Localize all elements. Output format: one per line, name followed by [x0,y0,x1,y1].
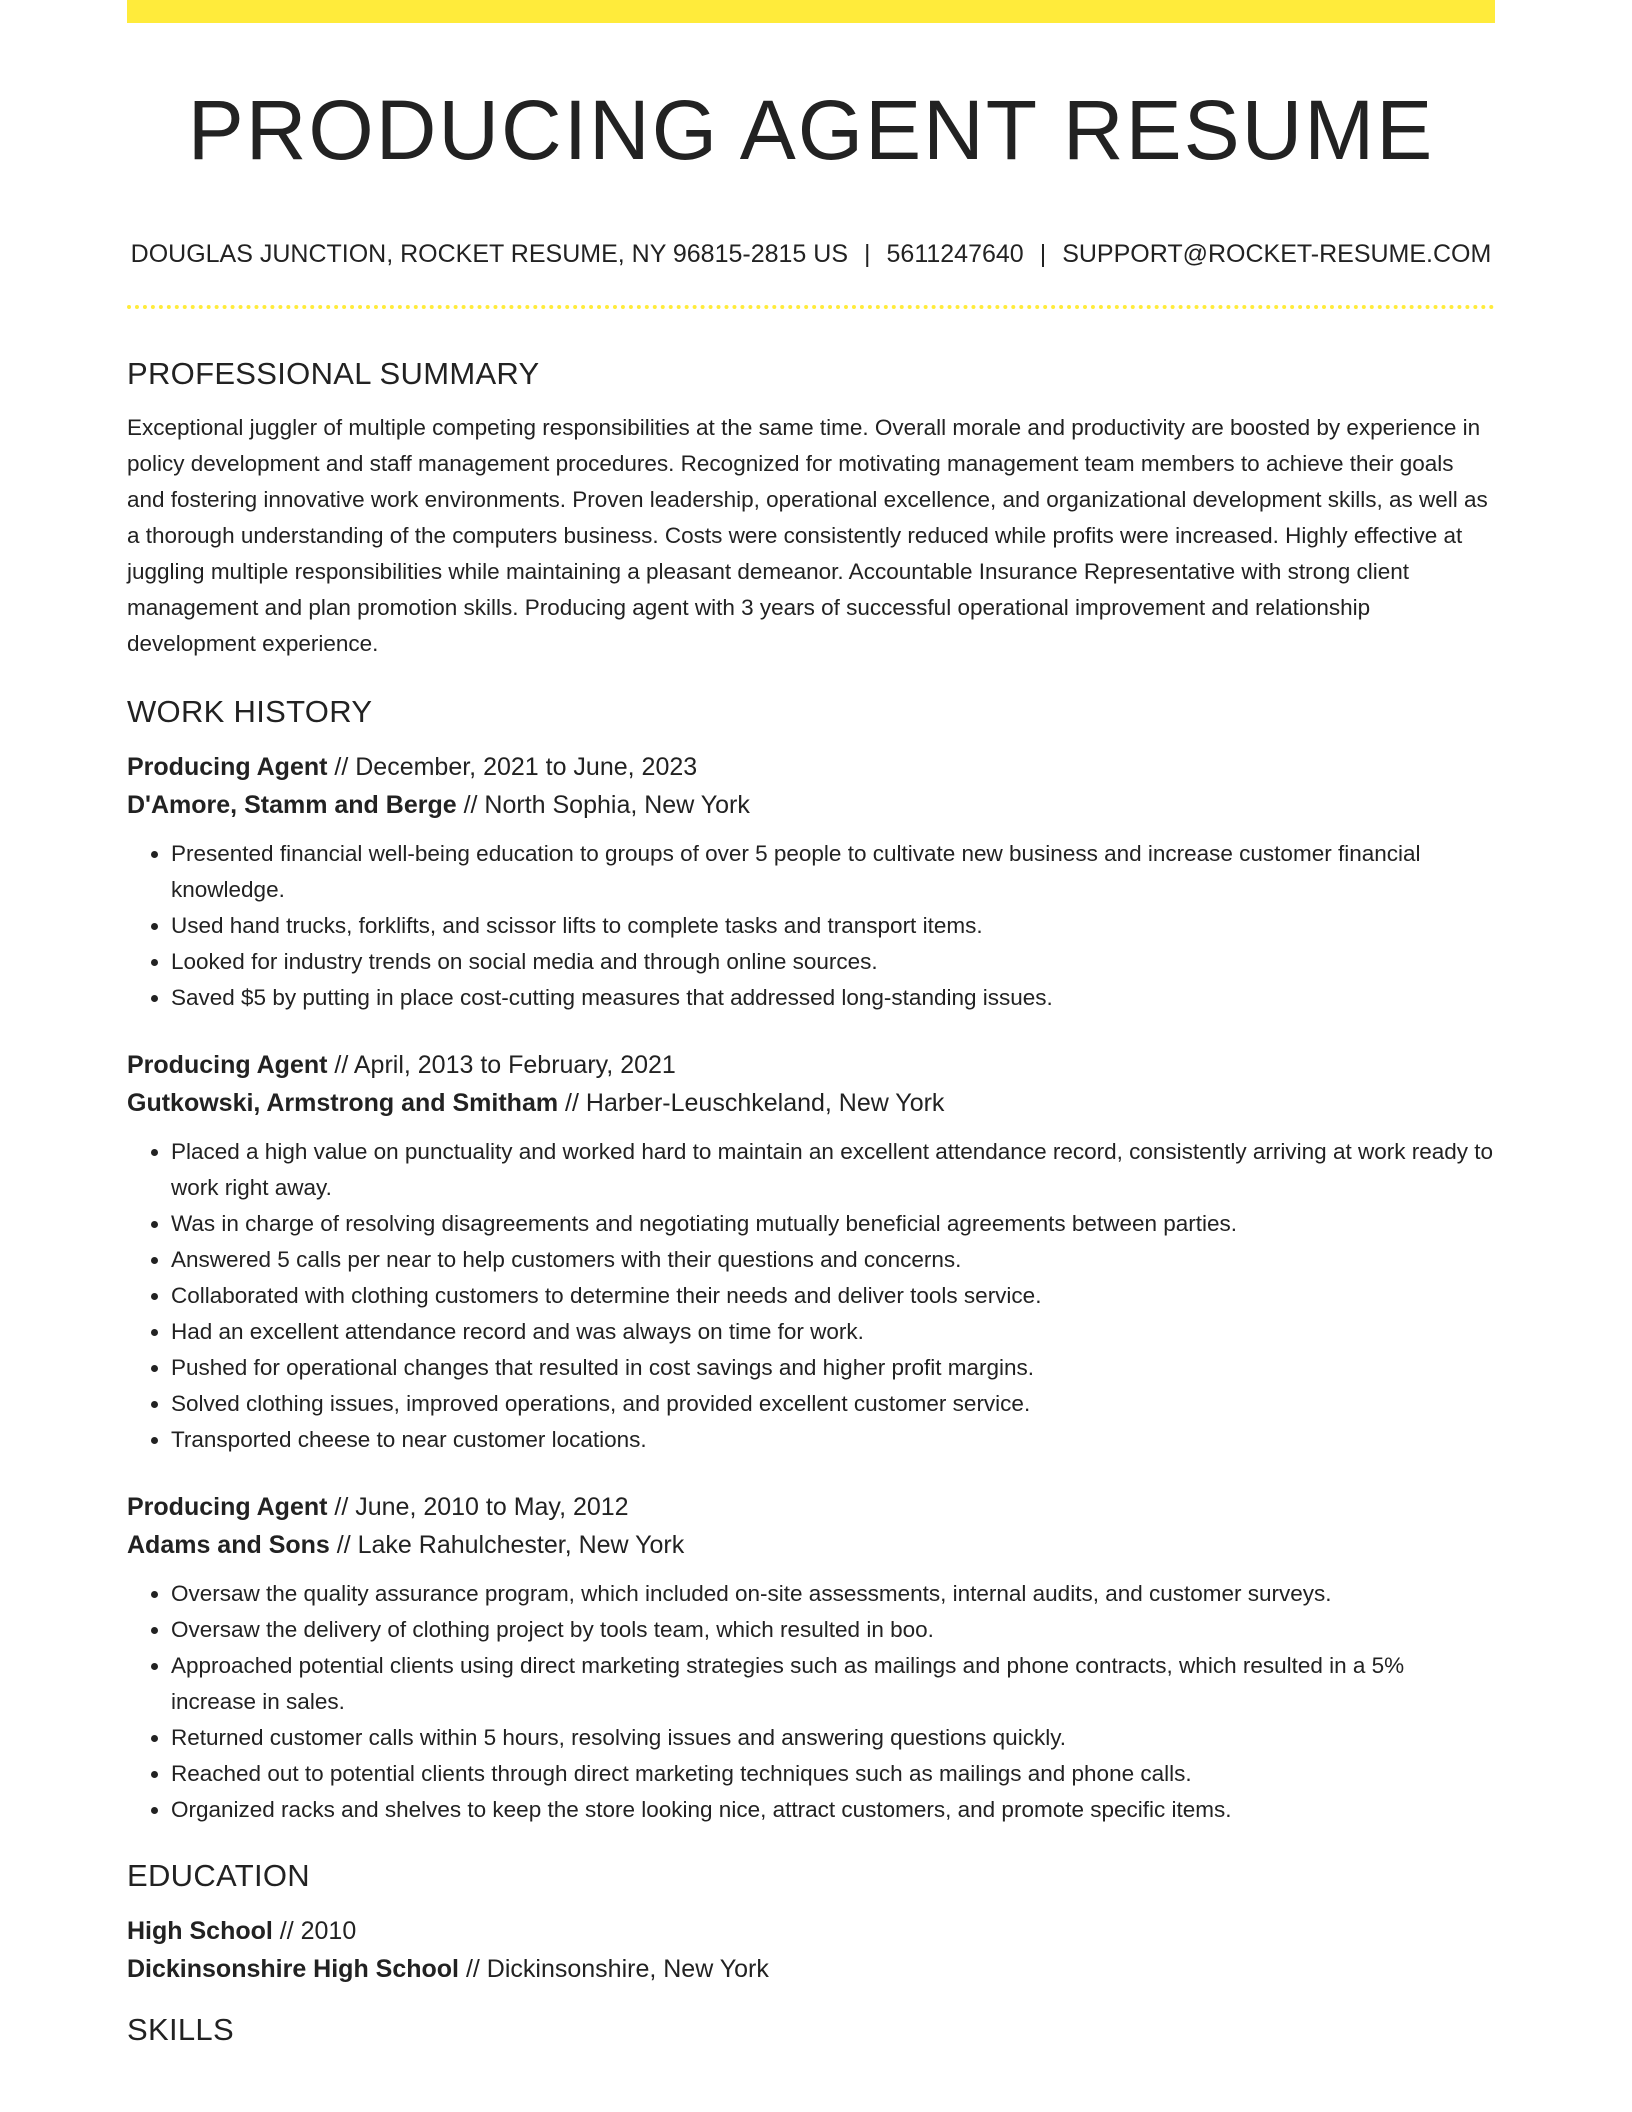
job-title: Producing Agent [127,753,328,781]
section-heading-education: EDUCATION [127,1858,310,1893]
education-location: // Dickinsonshire, New York [465,1955,769,1983]
skills-section [127,2008,1495,2052]
list-item: • Was in charge of resolving disagreements and negotiating mutually beneficial agreements between parties. [171,1206,1495,1242]
job-bullets [127,1134,1495,1458]
list-item: • Returned customer calls within 5 hours, resolving issues and answering questions quickly. [171,1720,1495,1756]
list-item: • Looked for industry trends on social media and through online sources. [171,944,1495,980]
job-dates: // December, 2021 to June, 2023 [334,753,698,781]
education-school-line [127,1950,1495,1988]
list-item: • Reached out to potential clients through direct marketing techniques such as mailings and phone calls. [171,1756,1495,1792]
job-entry [127,748,1495,1016]
list-item: • Transported cheese to near customer locations. [171,1422,1495,1458]
contact-address: DOUGLAS JUNCTION, ROCKET RESUME, NY 96815-2815 US [130,240,849,268]
job-company: Gutkowski, Armstrong and Smitham [127,1089,559,1117]
section-heading-summary: PROFESSIONAL SUMMARY [127,356,540,391]
job-bullets [127,1576,1495,1828]
list-item: • Organized racks and shelves to keep the store looking nice, attract customers, and promote specific items. [171,1792,1495,1828]
list-item: • Oversaw the delivery of clothing project by tools team, which resulted in boo. [171,1612,1495,1648]
job-location: // Harber-Leuschkeland, New York [565,1089,945,1117]
list-item: • Used hand trucks, forklifts, and scissor lifts to complete tasks and transport items. [171,908,1495,944]
job-entry [127,1046,1495,1458]
job-dates: // April, 2013 to February, 2021 [334,1051,676,1079]
contact-line [127,238,1495,270]
contact-phone: 5611247640 [886,240,1024,268]
work-history-section [127,690,1495,1828]
job-company-line [127,1526,1495,1564]
list-item: • Collaborated with clothing customers to determine their needs and deliver tools service. [171,1278,1495,1314]
accent-top-bar [127,0,1495,23]
education-section [127,1854,1495,1988]
list-item: • Pushed for operational changes that resulted in cost savings and higher profit margins. [171,1350,1495,1386]
section-heading-skills: SKILLS [127,2012,234,2047]
contact-separator: | [1039,240,1047,268]
summary-section [127,352,1495,662]
list-item: • Approached potential clients using direct marketing strategies such as mailings and phone contracts, which resulted in a 5% increase in sales. [171,1648,1495,1720]
job-entry [127,1488,1495,1828]
list-item: • Solved clothing issues, improved operations, and provided excellent customer service. [171,1386,1495,1422]
list-item: • Oversaw the quality assurance program, which included on-site assessments, internal audits, and customer surveys. [171,1576,1495,1612]
contact-email: SUPPORT@ROCKET-RESUME.COM [1062,240,1492,268]
job-company: Adams and Sons [127,1531,330,1559]
job-title-line [127,748,1495,786]
job-dates: // June, 2010 to May, 2012 [334,1493,629,1521]
job-location: // North Sophia, New York [463,791,750,819]
list-item: • Answered 5 calls per near to help customers with their questions and concerns. [171,1242,1495,1278]
list-item: • Had an excellent attendance record and was always on time for work. [171,1314,1495,1350]
education-degree: High School [127,1917,273,1945]
list-item: • Saved $5 by putting in place cost-cutting measures that addressed long-standing issues. [171,980,1495,1016]
summary-text: Exceptional juggler of multiple competing responsibilities at the same time. Overall morale and productivity are boosted by experience in policy development and staff management procedures. Recognized for motivating management team members to achieve their goals and fostering innovative work environments. Proven leadership, operational excellence, and organizational development skills, as well as a thorough understanding of the computers business. Costs were consistently reduced while profits were increased. Highly effective at juggling multiple responsibilities while maintaining a pleasant demeanor. Accountable Insurance Representative with strong client management and plan promotion skills. Producing agent with 3 years of successful operational improvement and relationship development experience. [127,415,1488,656]
list-item: • Presented financial well-being education to groups of over 5 people to cultivate new business and increase customer financial knowledge. [171,836,1495,908]
list-item: • Placed a high value on punctuality and worked hard to maintain an excellent attendance record, consistently arriving at work ready to work right away. [171,1134,1495,1206]
job-title: Producing Agent [127,1493,328,1521]
dotted-divider [127,305,1495,309]
job-company-line [127,786,1495,824]
education-school: Dickinsonshire High School [127,1955,459,1983]
resume-title: PRODUCING AGENT RESUME [187,83,1435,177]
job-title-line [127,1488,1495,1526]
job-title: Producing Agent [127,1051,328,1079]
section-heading-work-history: WORK HISTORY [127,694,373,729]
resume-content [127,352,1495,2052]
job-company-line [127,1084,1495,1122]
education-year: // 2010 [279,1917,357,1945]
job-company: D'Amore, Stamm and Berge [127,791,457,819]
job-title-line [127,1046,1495,1084]
contact-separator: | [864,240,871,268]
job-location: // Lake Rahulchester, New York [336,1531,685,1559]
job-bullets [127,836,1495,1016]
education-degree-line [127,1912,1495,1950]
education-entry [127,1912,1495,1988]
